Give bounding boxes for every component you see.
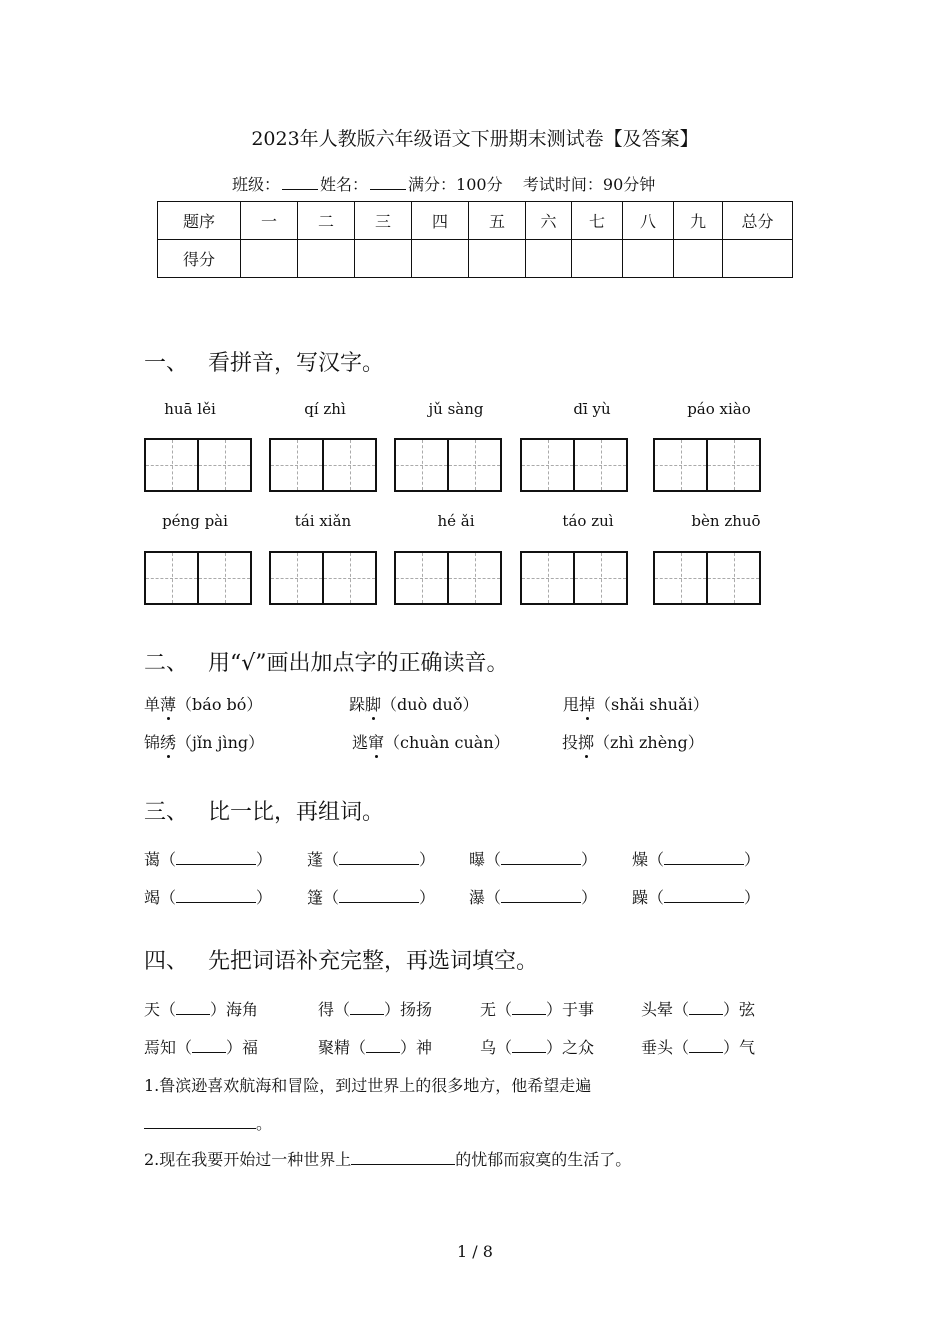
char: 蔼: [144, 850, 161, 869]
writing-grid[interactable]: [394, 551, 502, 605]
pinyin-label: jǔ sàng: [428, 400, 484, 418]
table-cell: 九: [674, 202, 723, 240]
word-item: [632, 847, 760, 870]
score-input-cell[interactable]: [469, 240, 526, 278]
paren: （: [323, 888, 340, 907]
paren: ）: [581, 888, 598, 907]
pinyin-label: hé ǎi: [437, 512, 475, 530]
question-1: 1.鲁滨逊喜欢航海和冒险，到过世界上的很多地方，他希望走遍: [144, 1076, 592, 1095]
table-cell: 七: [572, 202, 623, 240]
answer-blank[interactable]: [350, 1000, 384, 1015]
reading-item: [144, 730, 264, 753]
char: 甩: [563, 695, 580, 714]
paren: ）: [581, 850, 598, 869]
time-label: 考试时间：90分钟: [522, 175, 656, 194]
idiom-part: 焉知（: [144, 1038, 193, 1057]
exam-meta: [232, 172, 655, 195]
paren: ）: [419, 888, 436, 907]
char: 篷: [307, 888, 324, 907]
idiom-item: [641, 997, 755, 1020]
writing-grid[interactable]: [653, 551, 761, 605]
dotted-char: 绣: [160, 733, 177, 752]
pinyin-label: dī yù: [573, 400, 611, 418]
score-input-cell[interactable]: [723, 240, 793, 278]
paren: ）: [419, 850, 436, 869]
word-item: [144, 847, 272, 870]
page-title: 2023年人教版六年级语文下册期末测试卷【及答案】: [251, 128, 699, 150]
full-score-label: 满分：100分: [408, 175, 503, 194]
idiom-item: [144, 1035, 258, 1058]
dotted-char: 掉: [579, 695, 596, 714]
table-cell: 得分: [158, 240, 241, 278]
word-item: [632, 885, 760, 908]
dotted-char: 掷: [578, 733, 595, 752]
table-cell: 三: [355, 202, 412, 240]
class-blank[interactable]: [282, 175, 318, 190]
dotted-char: 薄: [160, 695, 177, 714]
idiom-part: 天（: [144, 1000, 177, 1019]
word-item: [144, 885, 272, 908]
answer-blank[interactable]: [176, 1000, 210, 1015]
answer-blank[interactable]: [339, 850, 419, 865]
idiom-part: ）福: [226, 1038, 259, 1057]
score-table-score-row: [158, 240, 793, 278]
section-number: 四、: [144, 949, 189, 974]
name-label: 姓名：: [320, 175, 369, 194]
score-input-cell[interactable]: [412, 240, 469, 278]
section-number: 一、: [144, 351, 189, 376]
writing-grid[interactable]: [520, 438, 628, 492]
idiom-part: ）于事: [546, 1000, 595, 1019]
idiom-part: 无（: [480, 1000, 513, 1019]
pinyin-options[interactable]: （báo bó）: [176, 695, 263, 714]
score-input-cell[interactable]: [674, 240, 723, 278]
pinyin-options[interactable]: （duò duǒ）: [381, 695, 479, 714]
char: 瀑: [469, 888, 486, 907]
writing-grid[interactable]: [144, 551, 252, 605]
answer-blank[interactable]: [689, 1038, 723, 1053]
word-item: [307, 847, 435, 870]
pinyin-label: páo xiào: [687, 400, 751, 418]
pinyin-label: qí zhì: [304, 400, 346, 418]
reading-item: [349, 692, 478, 715]
writing-grid[interactable]: [269, 438, 377, 492]
paren: （: [160, 850, 177, 869]
answer-blank[interactable]: [192, 1038, 226, 1053]
answer-blank[interactable]: [144, 1114, 256, 1129]
idiom-item: [318, 997, 432, 1020]
pinyin-options[interactable]: （chuàn cuàn）: [384, 733, 510, 752]
pinyin-label: tái xiǎn: [294, 512, 352, 530]
section-title: 先把词语补充完整，再选词填空。: [208, 949, 539, 974]
char: 曝: [469, 850, 486, 869]
pinyin-label: péng pài: [162, 512, 228, 530]
punctuation: 。: [256, 1114, 273, 1133]
idiom-part: ）神: [400, 1038, 433, 1057]
idiom-item: [641, 1035, 755, 1058]
idiom-part: ）气: [723, 1038, 756, 1057]
idiom-item: [480, 997, 594, 1020]
answer-blank[interactable]: [176, 888, 256, 903]
pinyin-label: huā lěi: [164, 400, 216, 418]
answer-blank[interactable]: [512, 1000, 546, 1015]
pinyin-label: táo zuì: [562, 512, 614, 530]
answer-blank[interactable]: [512, 1038, 546, 1053]
writing-grid[interactable]: [394, 438, 502, 492]
idiom-item: [318, 1035, 432, 1058]
idiom-part: ）之众: [546, 1038, 595, 1057]
section-4-heading: [144, 944, 538, 975]
answer-blank[interactable]: [689, 1000, 723, 1015]
name-blank[interactable]: [370, 175, 406, 190]
idiom-part: 垂头（: [641, 1038, 690, 1057]
word-item: [469, 847, 597, 870]
idiom-part: 乌（: [480, 1038, 513, 1057]
word-item: [307, 885, 435, 908]
paren: （: [160, 888, 177, 907]
writing-grid[interactable]: [653, 438, 761, 492]
table-cell: 八: [623, 202, 674, 240]
score-input-cell[interactable]: [241, 240, 298, 278]
table-cell: 四: [412, 202, 469, 240]
score-input-cell[interactable]: [355, 240, 412, 278]
reading-item: [144, 692, 262, 715]
char: 锦: [144, 733, 161, 752]
section-number: 三、: [144, 800, 189, 825]
dotted-char: 窜: [368, 733, 385, 752]
score-input-cell[interactable]: [572, 240, 623, 278]
question-text: 的忧郁而寂寞的生活了。: [455, 1150, 632, 1169]
idiom-item: [480, 1035, 594, 1058]
answer-blank[interactable]: [501, 850, 581, 865]
section-3-heading: [144, 795, 384, 826]
page-number: 1 / 8: [457, 1242, 493, 1261]
char: 竭: [144, 888, 161, 907]
answer-blank[interactable]: [664, 850, 744, 865]
section-2-heading: [144, 646, 509, 677]
score-input-cell[interactable]: [526, 240, 572, 278]
section-title: 比一比，再组词。: [208, 800, 385, 825]
section-1-heading: [144, 346, 384, 377]
paren: （: [323, 850, 340, 869]
paren: ）: [256, 888, 273, 907]
reading-item: [562, 730, 704, 753]
idiom-item: [144, 997, 258, 1020]
paren: （: [648, 888, 665, 907]
answer-blank[interactable]: [664, 888, 744, 903]
idiom-part: ）扬扬: [384, 1000, 433, 1019]
question-text: 2.现在我要开始过一种世界上: [144, 1150, 352, 1169]
dotted-char: 脚: [365, 695, 382, 714]
question-1-answer: [144, 1111, 272, 1134]
answer-blank[interactable]: [366, 1038, 400, 1053]
pinyin-options[interactable]: （jǐn jìng）: [176, 733, 265, 752]
char: 躁: [632, 888, 649, 907]
paren: （: [485, 888, 502, 907]
paren: （: [485, 850, 502, 869]
reading-item: [563, 692, 709, 715]
idiom-part: 聚精（: [318, 1038, 367, 1057]
idiom-part: 头晕（: [641, 1000, 690, 1019]
char: 蓬: [307, 850, 324, 869]
writing-grid[interactable]: [520, 551, 628, 605]
answer-blank[interactable]: [176, 850, 256, 865]
question-2: [144, 1147, 631, 1170]
paren: （: [648, 850, 665, 869]
score-table: [157, 201, 793, 278]
pinyin-label: bèn zhuō: [691, 512, 761, 530]
table-cell: 题序: [158, 202, 241, 240]
writing-grid[interactable]: [269, 551, 377, 605]
score-table-header-row: [158, 202, 793, 240]
pinyin-options[interactable]: （shǎi shuǎi）: [595, 695, 709, 714]
char: 跺: [349, 695, 366, 714]
idiom-part: ）海角: [210, 1000, 259, 1019]
table-cell: 六: [526, 202, 572, 240]
answer-blank[interactable]: [501, 888, 581, 903]
word-item: [469, 885, 597, 908]
class-label: 班级：: [232, 175, 281, 194]
section-title: 用“√”画出加点字的正确读音。: [208, 651, 509, 676]
table-cell: 总分: [723, 202, 793, 240]
char: 单: [144, 695, 161, 714]
idiom-part: ）弦: [723, 1000, 756, 1019]
char: 逃: [352, 733, 369, 752]
table-cell: 一: [241, 202, 298, 240]
paren: ）: [256, 850, 273, 869]
char: 燥: [632, 850, 649, 869]
section-number: 二、: [144, 651, 189, 676]
paren: ）: [744, 850, 761, 869]
idiom-part: 得（: [318, 1000, 351, 1019]
table-cell: 五: [469, 202, 526, 240]
writing-grid[interactable]: [144, 438, 252, 492]
reading-item: [352, 730, 510, 753]
char: 投: [562, 733, 579, 752]
table-cell: 二: [298, 202, 355, 240]
answer-blank[interactable]: [351, 1150, 455, 1165]
section-title: 看拼音，写汉字。: [208, 351, 385, 376]
pinyin-options[interactable]: （zhì zhèng）: [594, 733, 704, 752]
score-input-cell[interactable]: [623, 240, 674, 278]
score-input-cell[interactable]: [298, 240, 355, 278]
paren: ）: [744, 888, 761, 907]
answer-blank[interactable]: [339, 888, 419, 903]
